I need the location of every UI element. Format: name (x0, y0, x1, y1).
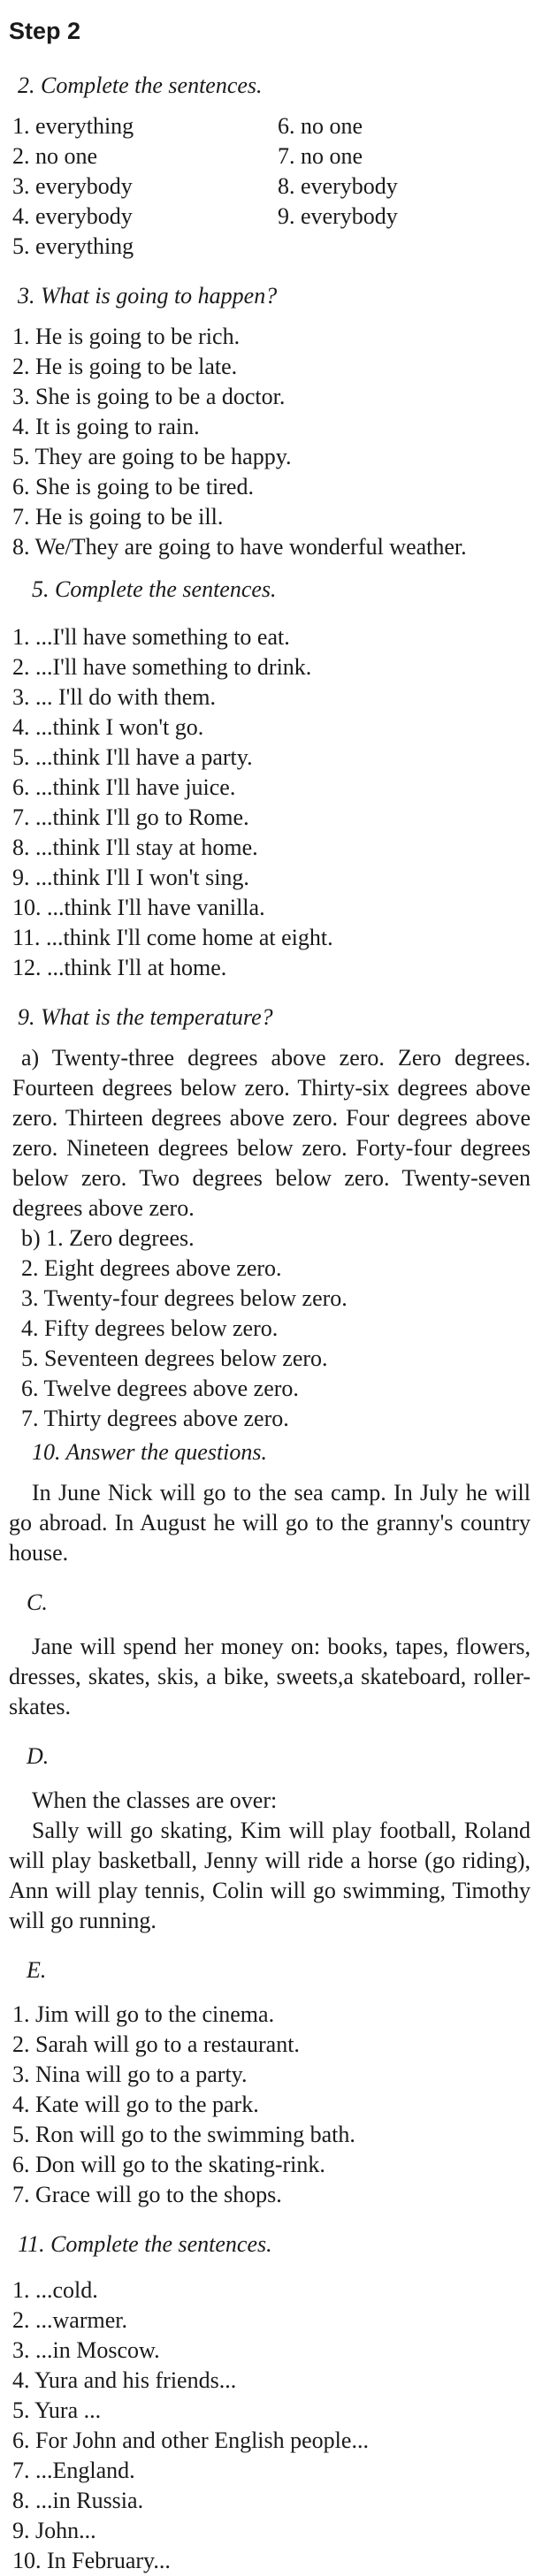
answer-line: 1. everything (12, 113, 134, 139)
answer-line: 5. ...think I'll have a party. (12, 744, 253, 770)
answer-line: 11. ...think I'll come home at eight. (12, 925, 333, 950)
exercise-5 (9, 575, 532, 983)
exercise-11 (9, 2229, 532, 2576)
answer-line: 5. Yura ... (12, 2397, 102, 2423)
answer-line: 3. everybody (12, 173, 133, 199)
exercise-10-part-c-label: C. (27, 1589, 48, 1615)
answer-line: 2. ...I'll have something to drink. (12, 654, 312, 680)
exercise-2-left-column (9, 111, 278, 262)
page-title: Step 2 (9, 18, 81, 44)
exercise-10-part-d-label: D. (27, 1743, 50, 1769)
answer-line: 2. ...warmer. (12, 2307, 127, 2333)
answer-line: 12. ...think I'll at home. (12, 955, 227, 980)
answer-line: 6. She is going to be tired. (12, 474, 254, 499)
exercise-2 (9, 71, 532, 262)
answer-line: 4. ...think I won't go. (12, 714, 204, 740)
answer-line: 6. ...think I'll have juice. (12, 774, 236, 800)
answer-line: 1. ...I'll have something to eat. (12, 624, 290, 650)
answer-line: 2. He is going to be late. (12, 354, 238, 379)
answer-line: 1. He is going to be rich. (12, 324, 241, 349)
answer-line: 3. She is going to be a doctor. (12, 384, 286, 409)
exercise-10-part-d-intro: When the classes are over: (32, 1787, 278, 1813)
answer-line: 5. They are going to be happy. (12, 444, 292, 469)
exercise-10-part-d-text: Sally will go skating, Kim will play football, Roland will play basketball, Jenny will ride a horse (go riding), Ann will play tennis, Colin will go swimming, Timothy will go running. (9, 1818, 531, 1933)
answer-line: 1. Jim will go to the cinema. (12, 2001, 275, 2027)
answer-line: 7. Thirty degrees above zero. (21, 1406, 289, 1431)
answer-line: 3. ... I'll do with them. (12, 684, 217, 710)
answer-line: 8. ...in Russia. (12, 2488, 144, 2513)
answer-line: 5. Seventeen degrees below zero. (21, 1345, 328, 1371)
answer-line: 2. no one (12, 143, 98, 169)
answer-line: 10. ...think I'll have vanilla. (12, 895, 265, 920)
answer-line: 6. For John and other English people... (12, 2427, 369, 2453)
answer-line: 4. Kate will go to the park. (12, 2092, 259, 2117)
answer-line: 3. Twenty-four degrees below zero. (21, 1285, 348, 1311)
exercise-2-answers (9, 111, 532, 262)
exercise-3 (9, 281, 532, 562)
answer-line: 7. He is going to be ill. (12, 504, 224, 530)
answer-line: 1. ...cold. (12, 2277, 98, 2303)
answer-line: 9. everybody (278, 203, 398, 229)
exercise-10-heading: 10. Answer the questions. (32, 1439, 268, 1465)
answer-line: 7. no one (278, 143, 363, 169)
answer-line: 8. ...think I'll stay at home. (12, 835, 258, 860)
answer-line: 9. ...think I'll I won't sing. (12, 865, 249, 890)
exercise-3-heading: 3. What is going to happen? (18, 283, 278, 309)
answer-line: 4. Yura and his friends... (12, 2367, 237, 2393)
answer-line: 5. Ron will go to the swimming bath. (12, 2122, 355, 2147)
exercise-11-heading: 11. Complete the sentences. (18, 2231, 272, 2257)
answer-line: 7. ...think I'll go to Rome. (12, 804, 249, 830)
exercise-2-right-column (278, 111, 525, 262)
answer-line: 9. John... (12, 2518, 96, 2543)
exercise-9-heading: 9. What is the temperature? (18, 1004, 273, 1030)
exercise-10-part-e-label: E. (27, 1957, 47, 1983)
answer-line: 2. Eight degrees above zero. (21, 1255, 282, 1281)
answer-line: 7. ...England. (12, 2458, 135, 2483)
answer-line: 4. It is going to rain. (12, 414, 200, 439)
answer-line: 10. In February... (12, 2548, 171, 2573)
answer-line: 6. Twelve degrees above zero. (21, 1376, 299, 1401)
answer-line: 5. everything (12, 233, 134, 259)
answer-line: 3. Nina will go to a party. (12, 2062, 248, 2087)
exercise-2-heading: 2. Complete the sentences. (18, 72, 263, 98)
answer-line: 8. We/They are going to have wonderful weather. (12, 534, 467, 560)
answer-line: 7. Grace will go to the shops. (12, 2182, 282, 2207)
exercise-10 (9, 1437, 532, 2210)
answer-line: 3. ...in Moscow. (12, 2337, 160, 2363)
exercise-10-intro: In June Nick will go to the sea camp. In July he will go abroad. In August he will go to the granny's country house. (9, 1480, 531, 1566)
answer-line: 2. Sarah will go to a restaurant. (12, 2031, 300, 2057)
exercise-10-part-c-text: Jane will spend her money on: books, tapes, flowers, dresses, skates, skis, a bike, sweets,a skateboard, roller-skates. (9, 1634, 531, 1719)
answer-line: b) 1. Zero degrees. (21, 1225, 195, 1251)
exercise-9-part-a: a) Twenty-three degrees above zero. Zero degrees. Fourteen degrees below zero. Thirty-six degrees above zero. Thirteen degrees above zero. Four degrees above zero. Nineteen degrees below zero. Forty-four degrees below zero. Two degrees below zero. Twenty-seven degrees above zero. (12, 1045, 531, 1221)
exercise-5-heading: 5. Complete the sentences. (32, 576, 277, 602)
answer-line: 4. everybody (12, 203, 133, 229)
answer-line: 8. everybody (278, 173, 398, 199)
answer-line: 6. Don will go to the skating-rink. (12, 2152, 325, 2177)
answer-line: 4. Fifty degrees below zero. (21, 1315, 279, 1341)
exercise-9 (9, 1002, 532, 1434)
answer-line: 6. no one (278, 113, 363, 139)
